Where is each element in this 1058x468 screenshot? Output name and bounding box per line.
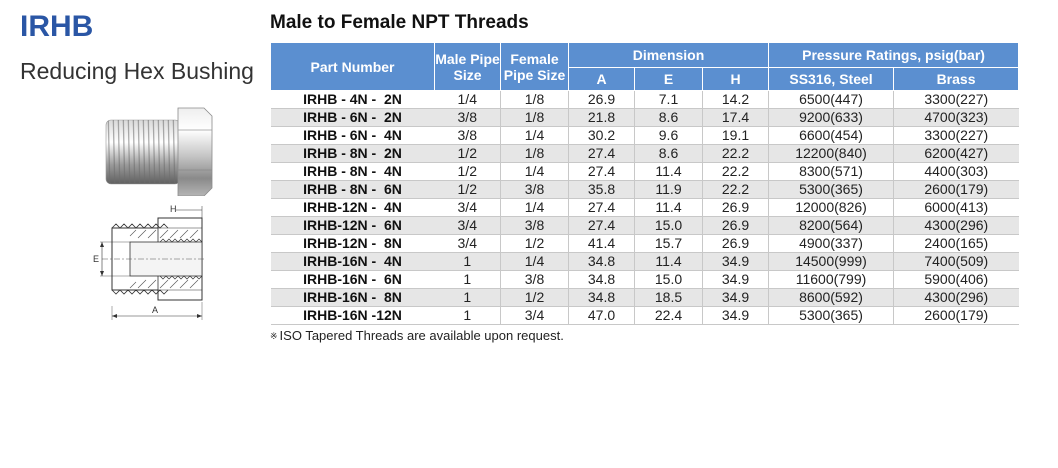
- cell-ss316: 5300(365): [769, 307, 894, 325]
- table-row: [271, 181, 1019, 199]
- header-female-pipe-size: Female Pipe Size: [501, 43, 569, 91]
- cell-brass: 2400(165): [894, 235, 1019, 253]
- table-row: [271, 109, 1019, 127]
- table-row: [271, 307, 1019, 325]
- table-row: [271, 163, 1019, 181]
- cell-h: 26.9: [703, 217, 769, 235]
- cell-h: 34.9: [703, 289, 769, 307]
- cell-a: 34.8: [569, 271, 635, 289]
- cell-ss316: 5300(365): [769, 181, 894, 199]
- cell-a: 26.9: [569, 91, 635, 109]
- cell-brass: 6200(427): [894, 145, 1019, 163]
- product-name: Reducing Hex Bushing: [20, 58, 254, 84]
- table-row: [271, 127, 1019, 145]
- table-title: Male to Female NPT Threads: [270, 12, 529, 33]
- cell-a: 34.8: [569, 253, 635, 271]
- footnote: [270, 328, 1018, 343]
- table-row: [271, 199, 1019, 217]
- cell-e: 15.0: [635, 217, 703, 235]
- table-row: [271, 145, 1019, 163]
- cell-brass: 2600(179): [894, 307, 1019, 325]
- cell-male: 1/4: [435, 91, 501, 109]
- cell-female: 1/4: [501, 127, 569, 145]
- cell-ss316: 6600(454): [769, 127, 894, 145]
- cell-female: 3/8: [501, 271, 569, 289]
- cell-part-number: IRHB-16N - 8N: [271, 289, 435, 307]
- cell-e: 11.4: [635, 253, 703, 271]
- cell-brass: 4400(303): [894, 163, 1019, 181]
- cell-male: 3/4: [435, 235, 501, 253]
- cell-part-number: IRHB-16N -12N: [271, 307, 435, 325]
- cell-h: 19.1: [703, 127, 769, 145]
- cell-part-number: IRHB-12N - 4N: [271, 199, 435, 217]
- cell-part-number: IRHB-16N - 4N: [271, 253, 435, 271]
- header-dimension: Dimension: [569, 43, 769, 68]
- cell-female: 1/2: [501, 289, 569, 307]
- header-e: E: [635, 68, 703, 91]
- spec-section: [270, 10, 1018, 343]
- cell-h: 22.2: [703, 145, 769, 163]
- cell-male: 3/8: [435, 127, 501, 145]
- cell-brass: 4700(323): [894, 109, 1019, 127]
- cell-e: 11.4: [635, 199, 703, 217]
- label-a: A: [152, 305, 159, 315]
- cell-part-number: IRHB - 4N - 2N: [271, 91, 435, 109]
- note-text: ISO Tapered Threads are available upon request.: [279, 328, 564, 343]
- cell-e: 18.5: [635, 289, 703, 307]
- cell-a: 27.4: [569, 145, 635, 163]
- cell-a: 41.4: [569, 235, 635, 253]
- cell-a: 47.0: [569, 307, 635, 325]
- cell-ss316: 14500(999): [769, 253, 894, 271]
- header-h: H: [703, 68, 769, 91]
- cell-ss316: 11600(799): [769, 271, 894, 289]
- cell-part-number: IRHB-16N - 6N: [271, 271, 435, 289]
- cell-brass: 4300(296): [894, 289, 1019, 307]
- cell-a: 30.2: [569, 127, 635, 145]
- cell-male: 1/2: [435, 181, 501, 199]
- cell-e: 22.4: [635, 307, 703, 325]
- cell-h: 34.9: [703, 307, 769, 325]
- cell-female: 1/8: [501, 91, 569, 109]
- product-photo: [102, 104, 222, 196]
- cell-h: 34.9: [703, 253, 769, 271]
- cell-ss316: 12000(826): [769, 199, 894, 217]
- cell-part-number: IRHB - 8N - 2N: [271, 145, 435, 163]
- cell-female: 1/4: [501, 163, 569, 181]
- label-e: E: [93, 254, 100, 264]
- table-row: [271, 289, 1019, 307]
- cell-male: 3/8: [435, 109, 501, 127]
- cell-ss316: 4900(337): [769, 235, 894, 253]
- product-code: IRHB: [20, 10, 94, 43]
- cell-brass: 7400(509): [894, 253, 1019, 271]
- cell-ss316: 9200(633): [769, 109, 894, 127]
- cell-female: 1/2: [501, 235, 569, 253]
- table-row: [271, 271, 1019, 289]
- cell-h: 17.4: [703, 109, 769, 127]
- cell-brass: 3300(227): [894, 91, 1019, 109]
- cell-brass: 2600(179): [894, 181, 1019, 199]
- cell-e: 15.7: [635, 235, 703, 253]
- technical-drawing: [90, 202, 210, 326]
- cell-e: 8.6: [635, 145, 703, 163]
- header-a: A: [569, 68, 635, 91]
- table-row: [271, 217, 1019, 235]
- cell-male: 1: [435, 271, 501, 289]
- cell-male: 1: [435, 289, 501, 307]
- cell-a: 21.8: [569, 109, 635, 127]
- header-ss316: SS316, Steel: [769, 68, 894, 91]
- cell-brass: 4300(296): [894, 217, 1019, 235]
- cell-male: 3/4: [435, 199, 501, 217]
- cell-ss316: 8200(564): [769, 217, 894, 235]
- cell-brass: 5900(406): [894, 271, 1019, 289]
- cell-part-number: IRHB-12N - 8N: [271, 235, 435, 253]
- header-part-number: Part Number: [271, 43, 435, 91]
- cell-h: 22.2: [703, 163, 769, 181]
- cell-part-number: IRHB - 8N - 6N: [271, 181, 435, 199]
- cell-e: 9.6: [635, 127, 703, 145]
- cell-female: 1/4: [501, 253, 569, 271]
- cell-a: 35.8: [569, 181, 635, 199]
- cell-male: 1/2: [435, 145, 501, 163]
- table-body: [271, 91, 1019, 325]
- label-h: H: [170, 204, 177, 214]
- cell-e: 15.0: [635, 271, 703, 289]
- cell-h: 26.9: [703, 235, 769, 253]
- cell-female: 3/8: [501, 181, 569, 199]
- table-row: [271, 91, 1019, 109]
- cell-female: 1/8: [501, 145, 569, 163]
- cell-part-number: IRHB-12N - 6N: [271, 217, 435, 235]
- cell-e: 8.6: [635, 109, 703, 127]
- cell-male: 1: [435, 253, 501, 271]
- cell-e: 11.9: [635, 181, 703, 199]
- header-brass: Brass: [894, 68, 1019, 91]
- cell-e: 11.4: [635, 163, 703, 181]
- cell-ss316: 8300(571): [769, 163, 894, 181]
- cell-brass: 3300(227): [894, 127, 1019, 145]
- table-row: [271, 235, 1019, 253]
- cell-ss316: 8600(592): [769, 289, 894, 307]
- cell-female: 3/4: [501, 307, 569, 325]
- cell-male: 1: [435, 307, 501, 325]
- note-mark: ※: [270, 331, 278, 342]
- cell-a: 27.4: [569, 217, 635, 235]
- cell-part-number: IRHB - 6N - 2N: [271, 109, 435, 127]
- cell-female: 3/8: [501, 217, 569, 235]
- cell-a: 34.8: [569, 289, 635, 307]
- cell-ss316: 6500(447): [769, 91, 894, 109]
- cell-a: 27.4: [569, 199, 635, 217]
- cell-a: 27.4: [569, 163, 635, 181]
- cell-h: 34.9: [703, 271, 769, 289]
- product-info: [20, 10, 260, 84]
- header-pressure-ratings: Pressure Ratings, psig(bar): [769, 43, 1019, 68]
- cell-ss316: 12200(840): [769, 145, 894, 163]
- cell-h: 22.2: [703, 181, 769, 199]
- cell-part-number: IRHB - 8N - 4N: [271, 163, 435, 181]
- cell-h: 14.2: [703, 91, 769, 109]
- cell-male: 3/4: [435, 217, 501, 235]
- spec-table: [270, 42, 1019, 325]
- cell-male: 1/2: [435, 163, 501, 181]
- table-row: [271, 253, 1019, 271]
- cell-e: 7.1: [635, 91, 703, 109]
- cell-part-number: IRHB - 6N - 4N: [271, 127, 435, 145]
- cell-female: 1/4: [501, 199, 569, 217]
- header-male-pipe-size: Male Pipe Size: [435, 43, 501, 91]
- cell-female: 1/8: [501, 109, 569, 127]
- cell-h: 26.9: [703, 199, 769, 217]
- cell-brass: 6000(413): [894, 199, 1019, 217]
